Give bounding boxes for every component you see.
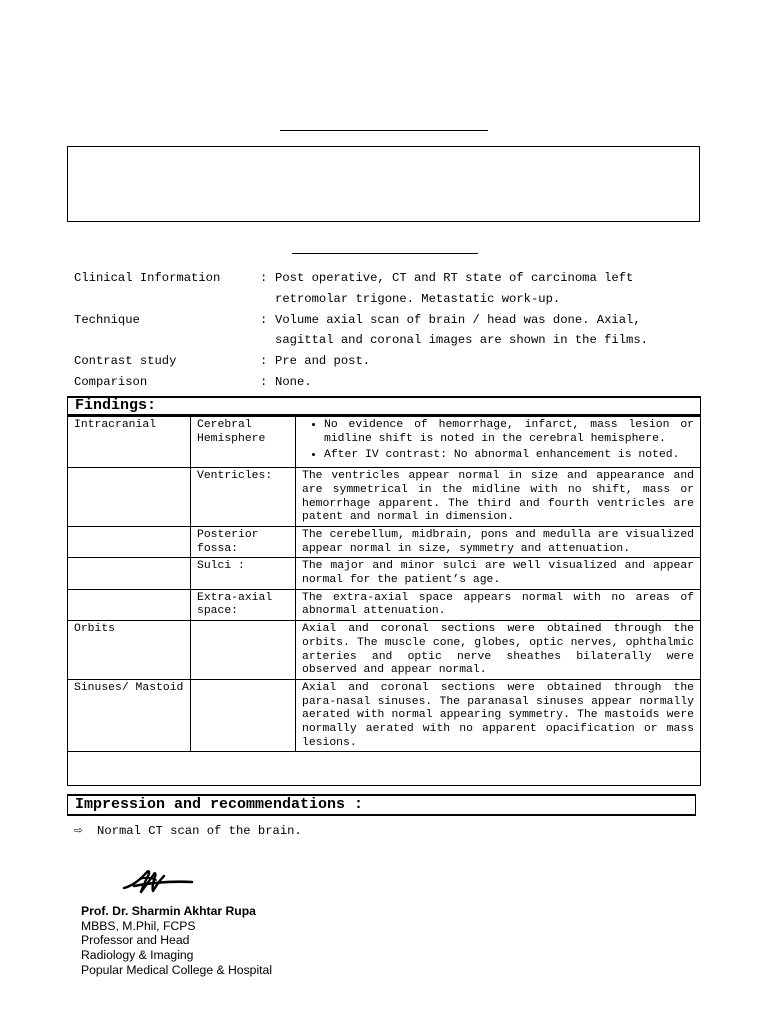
findings-table bbox=[67, 416, 701, 752]
finding-cell: The major and minor sulci are well visualized and appear normal for the patient’s age. bbox=[296, 558, 701, 589]
structure-cell: Sulci : bbox=[191, 558, 296, 589]
region-cell bbox=[68, 558, 191, 589]
info-value: Post operative, CT and RT state of carcinoma left bbox=[275, 271, 634, 285]
info-label: Clinical Information bbox=[74, 271, 221, 285]
doctor-signature-block bbox=[81, 904, 272, 978]
region-cell bbox=[68, 468, 191, 527]
structure-cell: Cerebral Hemisphere bbox=[191, 417, 296, 468]
region-cell bbox=[68, 589, 191, 620]
info-colon: : bbox=[260, 354, 268, 369]
finding-cell: Axial and coronal sections were obtained through the orbits. The muscle cone, globes, optic nerves, ophthalmic arteries and optic nerve sheathes bilaterally were observed and appear normal. bbox=[296, 621, 701, 680]
finding-cell: Axial and coronal sections were obtained through the para-nasal sinuses. The paranasal sinuses appear normally aerated with normal appearing symmetry. The mastoids were normally aerated with no apparent opacification or mass lesions. bbox=[296, 679, 701, 752]
info-colon: : bbox=[260, 374, 268, 389]
info-value: sagittal and coronal images are shown in the films. bbox=[275, 333, 648, 348]
info-colon: : bbox=[260, 271, 268, 285]
table-row bbox=[68, 679, 701, 752]
info-label: Comparison bbox=[74, 374, 148, 389]
finding-bullet-list bbox=[302, 419, 694, 463]
info-label: Contrast study bbox=[74, 354, 177, 369]
finding-bullet: • No evidence of hemorrhage, infarct, mass lesion or midline shift is noted in the cerebral hemisphere. bbox=[324, 419, 694, 446]
impression-text: Normal CT scan of the brain. bbox=[97, 824, 302, 838]
info-label: Technique bbox=[74, 312, 140, 327]
right-arrow-outline-icon: ⇨ bbox=[74, 823, 83, 839]
structure-cell: Posterior fossa: bbox=[191, 526, 296, 557]
structure-cell: Extra-axial space: bbox=[191, 589, 296, 620]
doctor-institution: Popular Medical College & Hospital bbox=[81, 962, 273, 977]
structure-cell bbox=[191, 621, 296, 680]
finding-cell bbox=[296, 417, 701, 468]
table-row bbox=[68, 558, 701, 589]
doctor-department: Radiology & Imaging bbox=[81, 948, 194, 963]
region-cell: Intracranial bbox=[68, 417, 191, 468]
info-value: Volume axial scan of brain / head was done. Axial, bbox=[275, 312, 641, 327]
table-row bbox=[68, 621, 701, 680]
info-value: Pre and post. bbox=[275, 354, 371, 369]
region-cell bbox=[68, 526, 191, 557]
signature bbox=[120, 866, 194, 896]
info-value: None. bbox=[275, 374, 312, 389]
region-cell: Sinuses/ Mastoid bbox=[68, 679, 191, 752]
doctor-name: Prof. Dr. Sharmin Akhtar Rupa bbox=[81, 904, 256, 918]
finding-cell: The extra-axial space appears normal with no areas of abnormal attenuation. bbox=[296, 589, 701, 620]
doctor-degrees: MBBS, M.Phil, FCPS bbox=[81, 918, 196, 933]
table-row bbox=[68, 589, 701, 620]
region-cell: Orbits bbox=[68, 621, 191, 680]
finding-cell: The ventricles appear normal in size and appearance and are symmetrical in the midline with no shift, mass or hemorrhage apparent. The third and fourth ventricles are patent and normal in dimension. bbox=[296, 468, 701, 527]
doctor-position: Professor and Head bbox=[81, 933, 190, 948]
patient-info-box bbox=[67, 146, 700, 222]
structure-cell: Ventricles: bbox=[191, 468, 296, 527]
info-colon: : bbox=[260, 312, 268, 327]
table-row bbox=[68, 468, 701, 527]
finding-bullet: • After IV contrast: No abnormal enhancement is noted. bbox=[324, 449, 694, 463]
structure-cell bbox=[191, 679, 296, 752]
impression-title: Impression and recommendations : bbox=[75, 796, 364, 813]
finding-cell: The cerebellum, midbrain, pons and medulla are visualized appear normal in size, symmetry and attenuation. bbox=[296, 526, 701, 557]
table-row bbox=[68, 526, 701, 557]
info-value: retromolar trigone. Metastatic work-up. bbox=[275, 291, 561, 306]
report-title-underline bbox=[292, 253, 478, 254]
findings-title: Findings: bbox=[75, 397, 157, 414]
findings-header-bar bbox=[67, 396, 701, 416]
table-row bbox=[68, 417, 701, 468]
title-underline bbox=[280, 130, 488, 131]
